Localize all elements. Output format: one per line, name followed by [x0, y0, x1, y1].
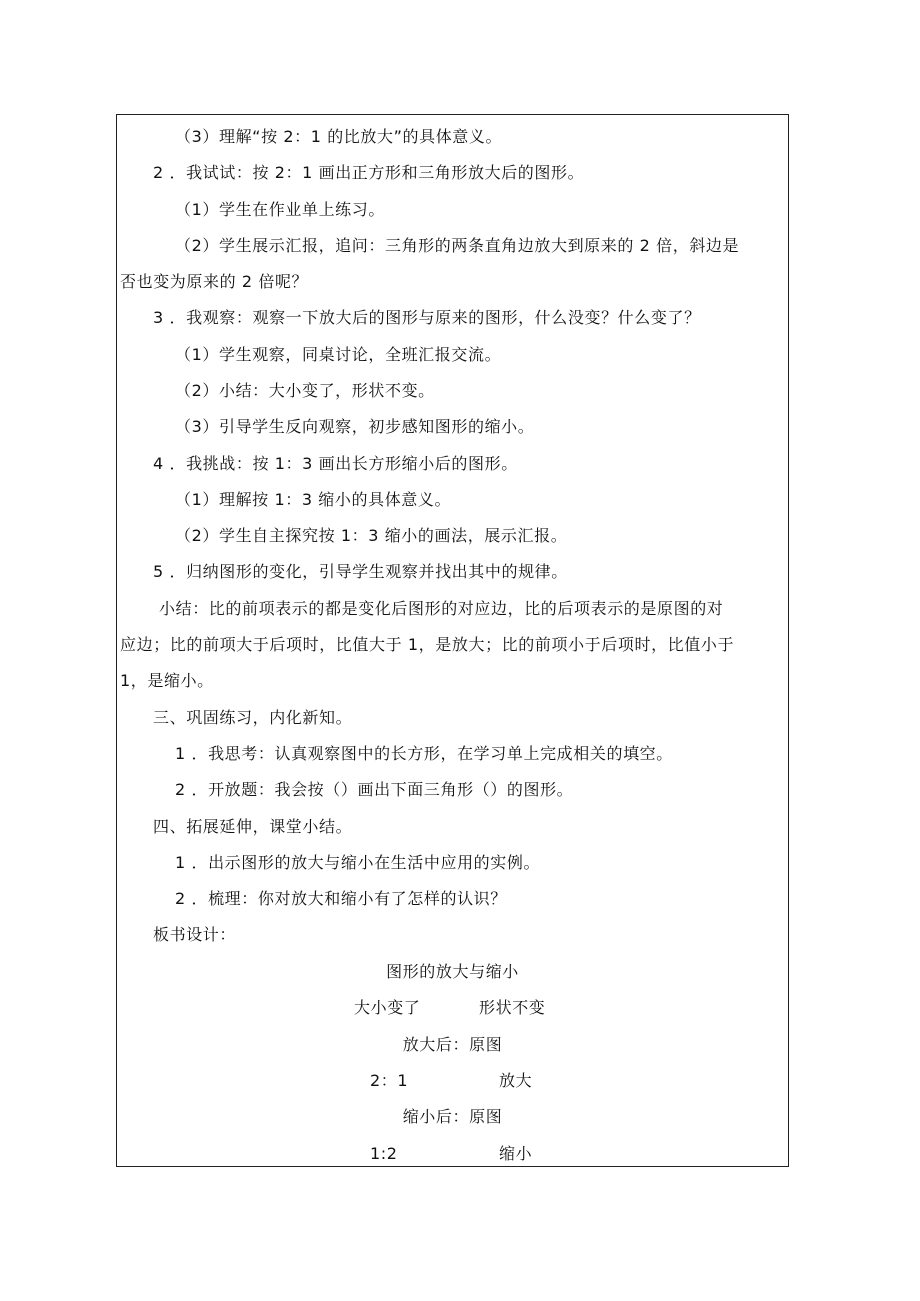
text-line: （2）小结：大小变了，形状不变。 [175, 381, 435, 400]
board-title: 图形的放大与缩小 [386, 962, 519, 981]
text-line: 应边；比的前项大于后项时，比值大于 1，是放大；比的前项小于后项时，比值小于 [120, 635, 735, 654]
text-line: 3 ．我观察：观察一下放大后的图形与原来的图形，什么没变？什么变了？ [153, 308, 701, 327]
text-line: 2 ．我试试：按 2：1 画出正方形和三角形放大后的图形。 [153, 163, 585, 182]
board-enlarge-word: 放大 [499, 1071, 533, 1090]
text-line: （1）学生在作业单上练习。 [175, 200, 385, 219]
board-row-change [117, 998, 788, 1018]
text-line: 1，是缩小。 [120, 671, 214, 690]
text-line: 小结：比的前项表示的都是变化后图形的对应边，比的后项表示的是原图的对 [159, 599, 724, 618]
board-row-enlarge [117, 1071, 788, 1091]
text-line: （2）学生展示汇报，追问：三角形的两条直角边放大到原来的 2 倍，斜边是 [175, 236, 740, 255]
text-line: 2 ．开放题：我会按（）画出下面三角形（）的图形。 [175, 780, 574, 799]
text-line: 1 ．我思考：认真观察图中的长方形，在学习单上完成相关的填空。 [175, 744, 673, 763]
text-line: （2）学生自主探究按 1：3 缩小的画法，展示汇报。 [175, 526, 568, 545]
text-line: 5 ．归纳图形的变化，引导学生观察并找出其中的规律。 [153, 562, 568, 581]
board-shrink-ratio: 1:2 [370, 1144, 398, 1163]
text-line: （1）理解按 1：3 缩小的具体意义。 [175, 490, 452, 509]
board-same-label: 形状不变 [479, 998, 546, 1017]
text-line: 2 ．梳理：你对放大和缩小有了怎样的认识？ [175, 889, 507, 908]
text-line: 否也变为原来的 2 倍呢？ [120, 272, 309, 291]
board-row-shrink [117, 1144, 788, 1164]
text-line: 1 ．出示图形的放大与缩小在生活中应用的实例。 [175, 853, 541, 872]
board-design-label: 板书设计： [153, 925, 237, 944]
board-enlarge-ratio: 2：1 [370, 1071, 409, 1090]
lesson-plan-box [116, 114, 789, 1167]
section-heading: 四、拓展延伸，课堂小结。 [153, 817, 353, 836]
text-line: （3）理解“按 2：1 的比放大”的具体意义。 [175, 127, 503, 146]
text-line: （3）引导学生反向观察，初步感知图形的缩小。 [175, 417, 535, 436]
board-change-label: 大小变了 [354, 998, 421, 1017]
board-shrink-word: 缩小 [499, 1144, 533, 1163]
text-line: （1）学生观察，同桌讨论，全班汇报交流。 [175, 345, 502, 364]
board-shrink-caption: 缩小后：原图 [402, 1107, 503, 1126]
text-line: 4 ．我挑战：按 1：3 画出长方形缩小后的图形。 [153, 454, 518, 473]
section-heading: 三、巩固练习，内化新知。 [153, 708, 353, 727]
board-enlarge-caption: 放大后：原图 [402, 1035, 503, 1054]
